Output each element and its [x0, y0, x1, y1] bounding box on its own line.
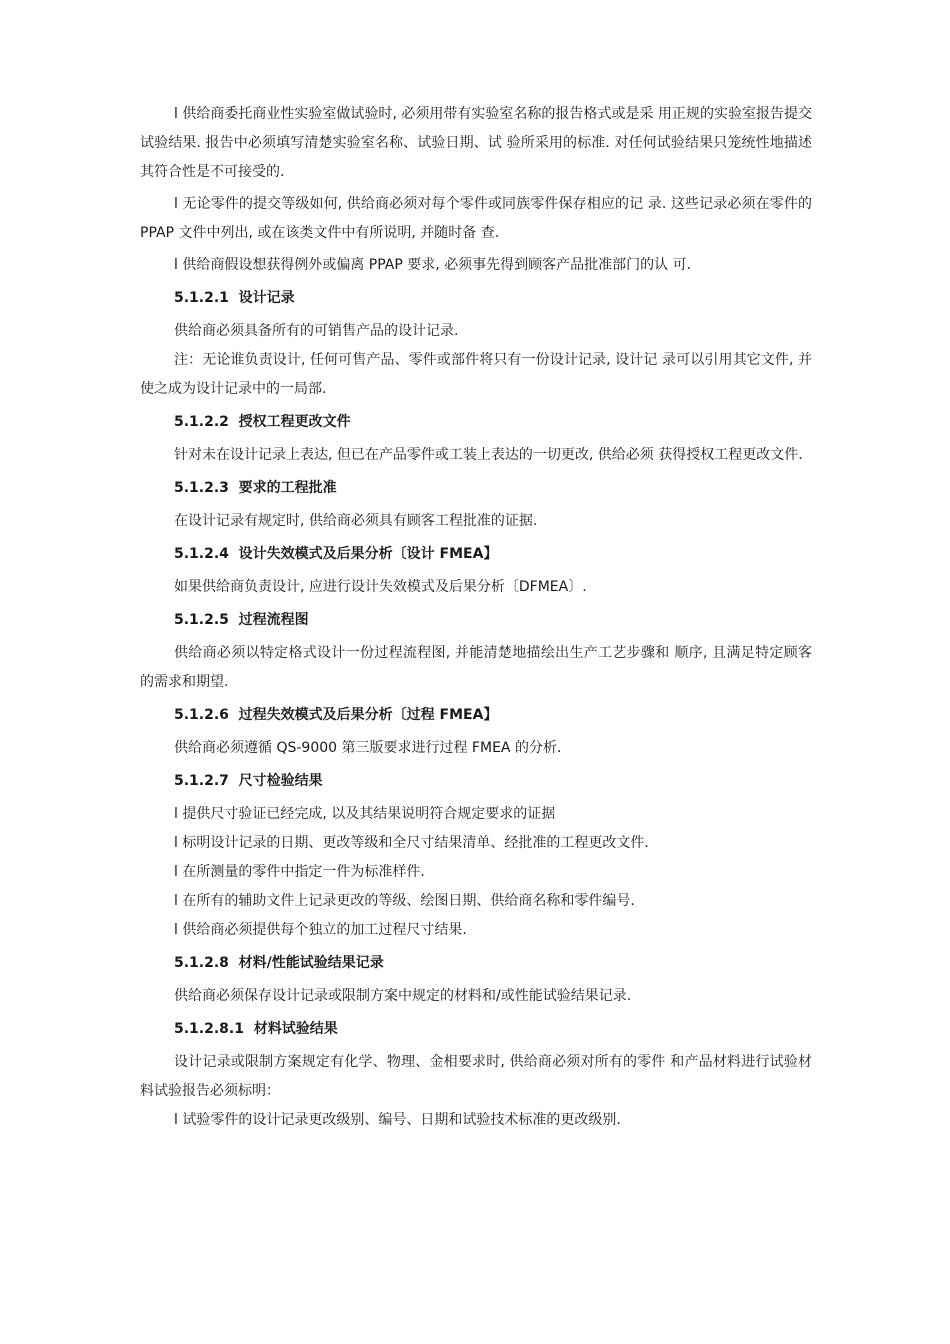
section-heading-5-1-2-8: 5.1.2.8 材料/性能试验结果记录	[174, 955, 384, 971]
section-heading-5-1-2-3: 5.1.2.3 要求的工程批准	[174, 480, 337, 496]
paragraph-pfmea: 供给商必须遵循 QS-9000 第三版要求进行过程 FMEA 的分析.	[174, 740, 562, 756]
section-heading-5-1-2-4: 5.1.2.4 设计失效模式及后果分析〔设计 FMEA】	[174, 546, 498, 562]
paragraph-material-records: 供给商必须保存设计记录或限制方案中规定的材料和/或性能试验结果记录.	[174, 988, 632, 1004]
paragraph-dfmea: 如果供给商负责设计, 应进行设计失效模式及后果分析〔DFMEA〕.	[174, 579, 587, 595]
paragraph-deviation: l 供给商假设想获得例外或偏离 PPAP 要求, 必须事先得到顾客产品批准部门的认 可.	[174, 257, 692, 273]
paragraph-flow-chart: 供给商必须以特定格式设计一份过程流程图, 并能清楚地描绘出生产工艺步骤和 顺序, 且满足特定顾客的需求和期望.	[140, 645, 812, 690]
section-heading-5-1-2-1: 5.1.2.1 设计记录	[174, 290, 295, 306]
list-item: l 标明设计记录的日期、更改等级和全尺寸结果清单、经批准的工程更改文件.	[174, 835, 649, 851]
list-item: l 供给商必须提供每个独立的加工过程尺寸结果.	[174, 922, 467, 938]
paragraph-design-records: 供给商必须具备所有的可销售产品的设计记录.	[174, 323, 459, 339]
paragraph-lab-report: l 供给商委托商业性实验室做试验时, 必须用带有实验室名称的报告格式或是采 用正规的实验室报告提交试验结果. 报告中必须填写清楚实验室名称、试验日期、试 验所采用的标准. 对任何试验结果只笼统性地描述其符合性是不可接受的.	[140, 106, 812, 180]
paragraph-eng-approval: 在设计记录有规定时, 供给商必须具有顾客工程批准的证据.	[174, 513, 538, 529]
section-heading-5-1-2-6: 5.1.2.6 过程失效模式及后果分析〔过程 FMEA】	[174, 707, 498, 723]
list-item: l 试验零件的设计记录更改级别、编号、日期和试验技术标准的更改级别.	[174, 1112, 621, 1128]
paragraph-change-docs: 针对未在设计记录上表达, 但已在产品零件或工装上表达的一切更改, 供给必须 获得授权工程更改文件.	[174, 447, 803, 463]
paragraph-note: 注：无论谁负责设计, 任何可售产品、零件或部件将只有一份设计记录, 设计记 录可以引用其它文件, 并使之成为设计记录中的一局部.	[140, 352, 812, 397]
section-heading-5-1-2-7: 5.1.2.7 尺寸检验结果	[174, 773, 323, 789]
paragraph-material-tests: 设计记录或限制方案规定有化学、物理、金相要求时, 供给商必须对所有的零件 和产品材料进行试验材料试验报告必须标明：	[140, 1054, 812, 1099]
document-body	[140, 100, 812, 1135]
section-heading-5-1-2-2: 5.1.2.2 授权工程更改文件	[174, 414, 351, 430]
list-item: l 在所有的辅助文件上记录更改的等级、绘图日期、供给商名称和零件编号.	[174, 893, 635, 909]
paragraph-records: l 无论零件的提交等级如何, 供给商必须对每个零件或同族零件保存相应的记 录. 这些记录必须在零件的 PPAP 文件中列出, 或在该类文件中有所说明, 并随时备 查.	[140, 196, 812, 241]
section-heading-5-1-2-5: 5.1.2.5 过程流程图	[174, 612, 309, 628]
list-item: l 在所测量的零件中指定一件为标准样件.	[174, 864, 425, 880]
section-heading-5-1-2-8-1: 5.1.2.8.1 材料试验结果	[174, 1021, 338, 1037]
list-item: l 提供尺寸验证已经完成, 以及其结果说明符合规定要求的证据	[174, 806, 556, 822]
